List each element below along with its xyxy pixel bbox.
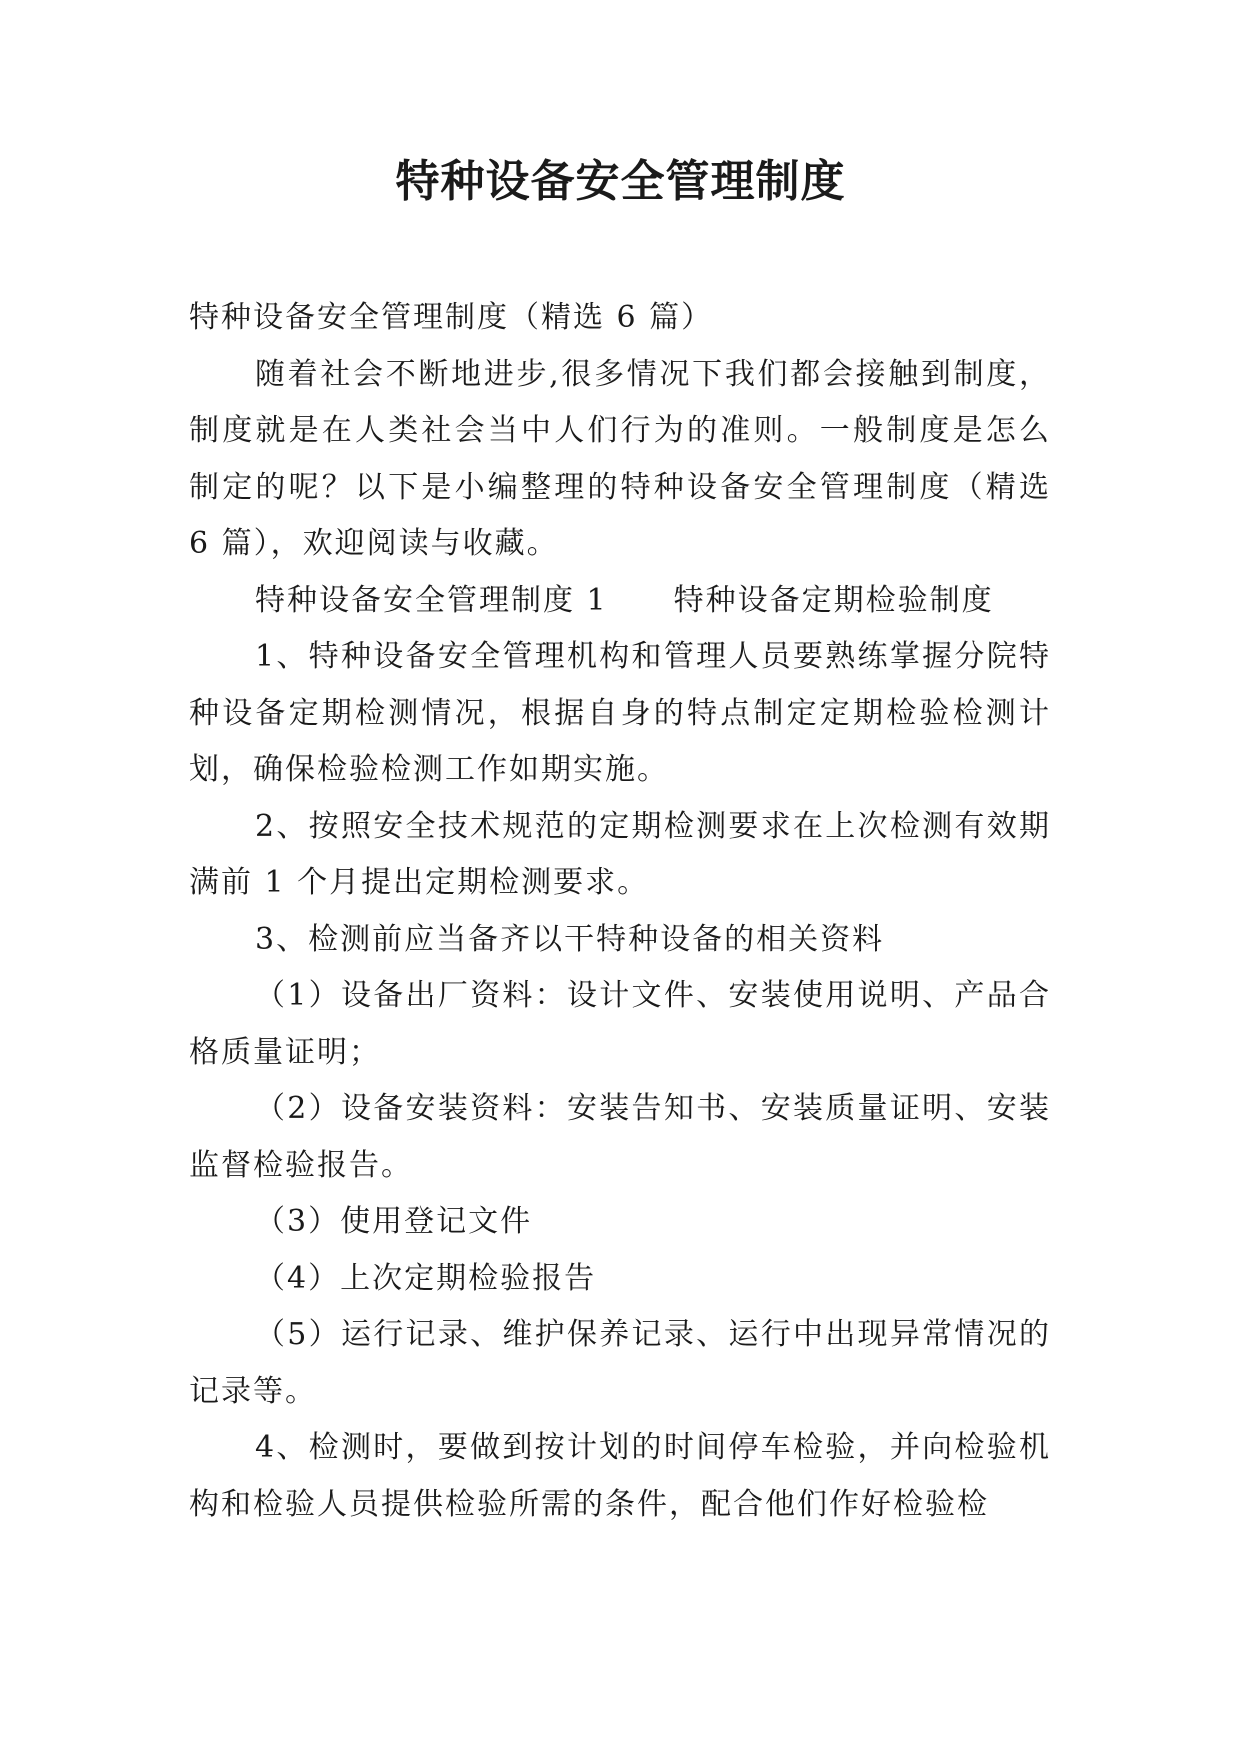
list-item: 1、特种设备安全管理机构和管理人员要熟练掌握分院特种设备定期检测情况，根据自身的特点制定定期检验检测计划，确保检验检测工作如期实施。 (189, 639, 1051, 787)
list-subitem: （3）使用登记文件 (255, 1204, 533, 1239)
intro-paragraph: 随着社会不断地进步,很多情况下我们都会接触到制度，制度就是在人类社会当中人们行为的准则。一般制度是怎么制定的呢？以下是小编整理的特种设备安全管理制度（精选 6 篇），欢迎阅读与收藏。 (189, 356, 1051, 561)
document-title: 特种设备安全管理制度 (395, 156, 846, 207)
list-item: 2、按照安全技术规范的定期检测要求在上次检测有效期满前 1 个月提出定期检测要求。 (189, 808, 1051, 900)
list-subitem: （4）上次定期检验报告 (255, 1260, 597, 1296)
list-subitem: （2）设备安装资料：安装告知书、安装质量证明、安装监督检验报告。 (189, 1091, 1051, 1183)
list-item: 3、检测前应当备齐以干特种设备的相关资料 (255, 921, 885, 957)
section-heading-right: 特种设备定期检验制度 (673, 582, 994, 618)
list-item: 4、检测时，要做到按计划的时间停车检验，并向检验机构和检验人员提供检验所需的条件，配合他们作好检验检 (189, 1430, 1051, 1522)
section-heading-left: 特种设备安全管理制度 1 (255, 582, 608, 618)
list-subitem: （5）运行记录、维护保养记录、运行中出现异常情况的记录等。 (189, 1317, 1051, 1409)
document-subtitle: 特种设备安全管理制度（精选 6 篇） (189, 300, 714, 335)
section-heading (189, 573, 1051, 630)
document-body (189, 290, 1051, 1533)
list-subitem: （1）设备出厂资料：设计文件、安装使用说明、产品合格质量证明； (189, 978, 1051, 1070)
